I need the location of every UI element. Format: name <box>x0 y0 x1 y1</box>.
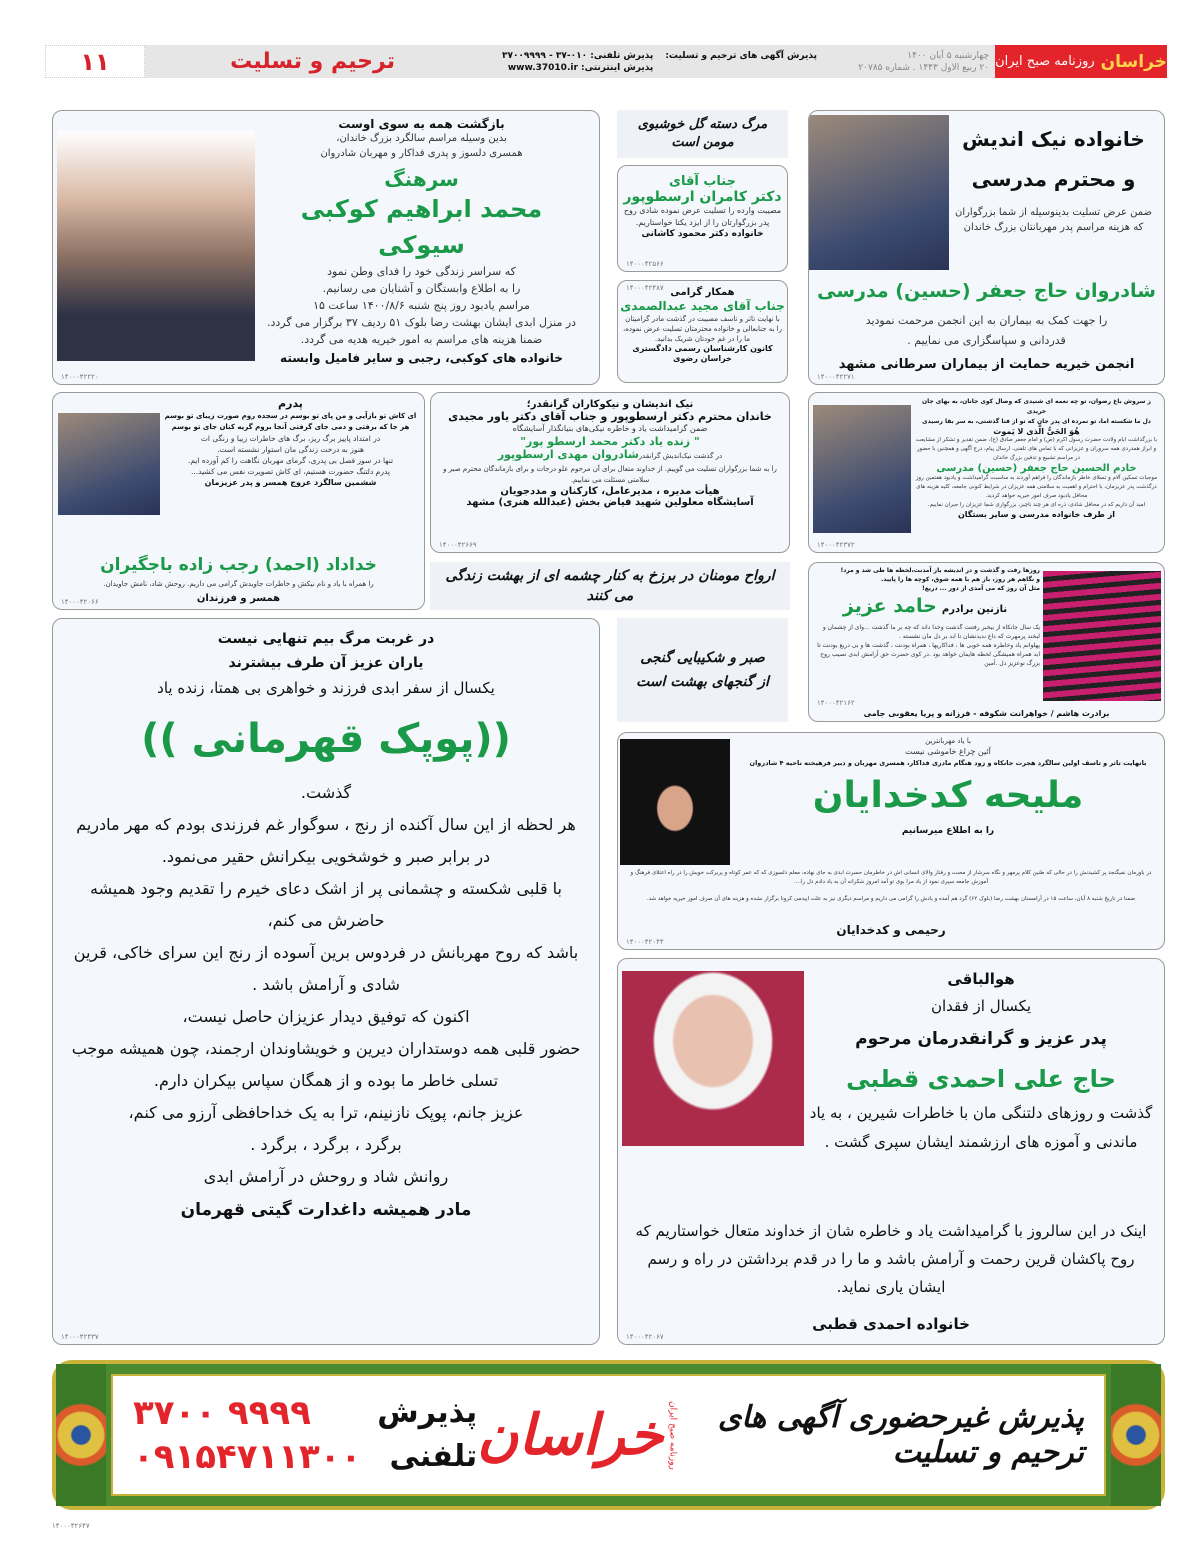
brand-sub: روزنامه صبح ایران <box>995 54 1095 69</box>
ad-code: ۱۴۰۰۰۴۲۳۷۲ <box>817 541 855 549</box>
title-line: جناب آقای <box>669 174 736 189</box>
title-line: و محترم مدرسی <box>971 167 1136 191</box>
portrait-photo <box>622 971 804 1146</box>
title-line: بازگشت همه به سوی اوست <box>338 117 505 131</box>
text-paragraph: گذشت و روزهای دلتنگی مان با خاطرات شیرین ، به یاد ماندنی و آموزه های ارزشمند ایشان سپری گشت . <box>809 1104 1153 1151</box>
quote-text: مرگ دسته گل خوشبوی مومن است <box>637 117 768 150</box>
text-line: امید آن داریم که در محافل شادی، ذره ای هر چند ناچیز، بزرگواری شما عزیزان را جبران نماییم. <box>927 502 1146 508</box>
signature: هیأت مدیره ، مدیرعامل، کارکنان و مددجویان <box>500 486 720 497</box>
text-line: را همراه با یاد و نام نیکش و خاطرات جاویدش گرامی می داریم. روحش شاد، نامش جاویدان. <box>103 580 374 588</box>
text-line: پدر بزرگوارتان را از ایزد یکتا خواستاریم. <box>635 218 770 227</box>
text-line: در گذشت نیک‌اندیش گرانقدر <box>638 452 723 460</box>
text-line: که هزینه مراسم پدر مهربانتان بزرگ خاندان <box>963 222 1144 233</box>
poem-line: ز سروش باغ رضوان، تو چه نغمه ای شنیدی که وصال کوی جانان، به بهای جان خریدی <box>921 398 1151 415</box>
signature: رحیمی و کدخدایان <box>836 923 946 937</box>
phone-number: ۳۷۰۰ ۹۹۹۹ <box>133 1393 311 1433</box>
text-line: پهلوانم یاد وخاطره همه خوبی ها ، فداکاریها ، همراه بودنت ، گذشت ها و بی دریغ بودنت تا ابد همراه همیشگی لحظه هایمان خواهد بود .در کوی حضرت حق آرامش ابدی نصیب روح بزرگ توعزیز دل .آمین <box>817 642 1040 667</box>
ad-code: ۱۴۰۰۰۴۲۵۶۶ <box>626 260 664 268</box>
ad-kadkhodayan-anniversary <box>617 732 1165 950</box>
mobile-number: ۰۹۱۵۴۷۱۱۳۰۰ <box>133 1437 362 1477</box>
text-line: نیک اندیشان و نیکوکاران گرانقدر؛ <box>526 399 694 410</box>
ad-hamed-anniversary <box>808 562 1165 722</box>
page-header <box>45 45 1167 78</box>
ad-code: ۱۴۰۰۰۴۲۲۷۱ <box>817 373 855 381</box>
quote-banner <box>617 618 788 722</box>
text-line: مصیبت وارده را تسلیت عرض نموده شادی روح <box>623 206 782 215</box>
brand-name: خراسان <box>1100 51 1167 72</box>
text-line: هوالباقی <box>947 970 1015 988</box>
issue-number: ۲۰ ربیع الاول ۱۴۴۳ . شماره ۲۰۷۸۵ <box>858 63 989 73</box>
text-line: ضمن عرض تسلیت بدینوسیله از شما بزرگواران <box>954 207 1153 218</box>
text-line: ضمنا هزینه های مراسم به امور خیریه هدیه می گردد. <box>300 333 543 346</box>
title-line: پدرم <box>278 397 303 410</box>
text-line: در باورمان نمیگنجد پر کشیدنش را در حالی که طنین کلام پرمهر و نگاه سرشار از محبت و رفتار والای انسانی اش در خاطرمان حسرت ابدی به جای نهاده، معلم دلسوزی که که عمر کوتاه و پربرکت خویش را در راه اعتلای فرهنگ و آموزش جامعه سپری نمود از یاد مرا بوی تو آمد امروز شکرانه آن به یاد دادم دل را.... <box>630 870 1152 885</box>
info-label: پذیرش آگهی های ترحیم و تسلیت: <box>665 51 817 61</box>
text-line: در امتداد پاییز برگ ریز، برگ های خاطرات زیبا و رنگی ات <box>200 434 381 443</box>
rank: سرهنگ <box>384 167 459 191</box>
text-paragraph: روانش شاد و روحش در آرامش ابدی <box>203 1167 449 1186</box>
deceased-name: شادروان حاج جعفر (حسین) مدرسی <box>817 280 1156 302</box>
deceased-name: حامد عزیز <box>842 595 937 617</box>
recipient-name: جناب آقای مجید عبدالصمدی <box>620 299 785 313</box>
ad-code: ۱۴۰۰۰۴۲۰۶۶ <box>61 598 99 606</box>
brand-sub: روزنامه صبح ایران <box>667 1400 678 1470</box>
banner-label: تلفنی <box>389 1439 478 1474</box>
text-line: قدردانی و سپاسگزاری می نماییم . <box>907 334 1066 347</box>
text-paragraph: اکنون که توفیق دیدار عزیزان حاصل نیست، <box>182 1007 470 1026</box>
contact-info <box>502 50 817 74</box>
ad-bajgiran-anniversary <box>52 392 425 610</box>
ad-madresi-thanks <box>808 110 1165 385</box>
signature: از طرف خانواده مدرسی و سایر بستگان <box>957 510 1116 519</box>
quote-text: از گنجهای بهشت است <box>636 674 769 690</box>
text-line: آئین چراغ خاموشی نیست <box>905 747 991 756</box>
signature: آسایشگاه معلولین شهید فیاض بخش (عبدالله هنری) مشهد <box>466 497 754 508</box>
text-line: یک سال جانکاه از بیخبر رفتنت گذشت وخدا داند که چه بر ما گذشت ...وای از چشمان و لبخند پرمهرت که داغ ندیدنشان تا ابد بر دل مان نشسته . <box>822 624 1040 640</box>
khorasan-banner <box>52 1360 1165 1510</box>
newspaper-logo <box>995 45 1167 78</box>
ad-madresi-seventh-day <box>808 392 1165 553</box>
ad-ghotbi-anniversary <box>617 958 1165 1345</box>
text-line: را به اطلاع وابستگان و آشنایان می رسانیم. <box>322 282 521 295</box>
text-line: ضمنا در تاریخ شنبه ۸ آبان، ساعت ۱۵ در آرامستان بهشت رضا (بلوک ۶۲) گرد هم آمده و یادش را گرامی می داریم و مراسم دیگری نیز به علت اپیدمی کرونا برگزار نشده و هزینه های آن صرف امور خیریه خواهد شد. <box>646 896 1136 902</box>
founder-name: " زنده یاد دکتر محمد ارسطو پور" <box>520 435 700 448</box>
text-line: با نهایت تاثر و تاسف مصیبت در گذشت مادر گرامیتان <box>625 315 780 323</box>
deceased-name: ملیحه کدخدایان <box>812 775 1084 816</box>
text-line: را به اطلاع میرسانیم <box>901 826 995 836</box>
title-line: همکار گرامی <box>670 287 735 298</box>
ad-ghahremani-anniversary <box>52 618 600 1345</box>
quote-text: ارواح مومنان در برزخ به کنار چشمه ای از بهشت زندگی می کنند <box>445 568 775 604</box>
text-line: موجبات تسکین آلام و تسلای خاطر بازماندگان را فراهم آوردند به مناسبت گرامیداشت و یادبود هفتمین روز درگذشت پدر عزیزمان، با احترام و اهمیت به سلامتی همه عزیزان در شرایط کنونی جامعه، کلیه هزینه های محافل یادبود صرف امور خیریه خواهد کردید. <box>915 475 1158 499</box>
text-line: خاندان محترم دکتر ارسطوپور و جناب آقای دکتر یاور مجیدی <box>448 410 772 423</box>
signature: خانواده احمدی قطبی <box>812 1315 970 1333</box>
poem-line: مثل آن روز که می آمدی از دور ... دریغ! <box>921 585 1040 592</box>
text-paragraph: برگرد ، برگرد ، برگرد . <box>250 1135 402 1154</box>
text-line: پدرم دلتنگ حضورت هستیم، ای کاش تصویرت نفس می کشید... <box>191 467 390 476</box>
section-title: ترحیم و تسلیت <box>230 49 395 74</box>
text-line: را جهت کمک به بیماران به این انجمن مرحمت نمودید <box>865 314 1108 327</box>
quote-text: صبر و شکیبایی گنجی <box>640 650 765 666</box>
text-line: را به جنابعالی و خانواده محترمتان تسلیت عرض نموده، <box>623 325 782 333</box>
text-paragraph: باشد که روح مهربانش در فردوس برین آسوده از رنج این سرای خاکی، قرین شادی و آرامش باشد . <box>73 943 579 994</box>
deceased-name: حاج علی احمدی قطبی <box>846 1065 1116 1093</box>
text-line: بدین وسیله مراسم سالگرد بزرگ خاندان، <box>336 133 507 144</box>
text-paragraph: حضور قلبی همه دوستداران دیرین و خویشاوندان ارجمند، چون همیشه موجب تسلی خاطر ما بوده و از همگان سپاس بیکران دارم. <box>71 1039 581 1090</box>
text-line: در منزل ابدی ایشان بهشت رضا بلوک ۵۱ ردیف ۳۷ برگزار می گردد. <box>266 316 577 329</box>
ad-asayeshgah-condolence <box>430 392 790 553</box>
ad-code: ۱۴۰۰۰۴۲۰۴۴ <box>626 938 664 946</box>
text-line: ما را در غم خودتان شریک بدانید. <box>654 335 751 343</box>
deceased-name: ((پوپک قهرمانی )) <box>141 716 511 762</box>
signature: انجمن خیریه حمایت از بیماران سرطانی مشهد <box>838 357 1135 372</box>
banner-label: پذیرش <box>377 1395 478 1430</box>
signature: خانواده دکتر محمود کاشانی <box>641 229 764 239</box>
web-line: پذیرش اینترنتی: www.37010.ir <box>507 63 654 73</box>
portrait-photo <box>57 131 255 361</box>
text-line: که سراسر زندگی خود را فدای وطن نمود <box>327 265 516 278</box>
portrait-photo <box>58 413 160 515</box>
ornament-right <box>1111 1364 1161 1506</box>
ad-code: ۱۴۰۰۰۴۲۱۶۲ <box>817 699 855 707</box>
recipient-name: دکتر کامران ارسطوپور <box>623 189 782 205</box>
page-number: ۱۱ <box>45 45 145 78</box>
text-paragraph: گذشت. <box>300 783 352 802</box>
text-line: را به شما بزرگواران تسلیت می گوییم. از خداوند متعال برای آن مرحوم علو درجات و برای بازماندگان محترم صبر و سلامتی مسئلت می نماییم. <box>443 465 777 484</box>
text-line: یکسال از سفر ابدی فرزند و خواهری بی همتا، زنده یاد <box>157 679 495 697</box>
portrait-photo <box>1043 571 1161 701</box>
poem-line: روزها رفت و گذشت و در اندیشه باز آمدنت،لحظه ها طی شد و مرد! <box>840 567 1040 574</box>
ad-koukabi-anniversary <box>52 110 600 385</box>
text-line: پدر عزیز و گرانقدرمان مرحوم <box>855 1029 1107 1049</box>
poem-line: یاران عزیز آن طرف بیشترند <box>228 655 424 671</box>
text-line: هنوز به درخت زندگی مان استوار نشسته است. <box>217 445 364 454</box>
ad-code: ۱۴۰۰۰۴۲۰۶۷ <box>626 1333 664 1341</box>
signature: برادرت هاشم / خواهرانت شکوفه - فرزانه و پریا یعقوبی جامی <box>863 709 1110 718</box>
poem-line: و نگاهم هر روز، باز هم با همه شوق، کوچه ها را پایید. <box>880 576 1040 583</box>
ad-arastou-condolence <box>617 165 788 272</box>
ad-code: ۱۴۰۰۰۴۲۶۶۹ <box>439 541 477 549</box>
text-line: تنها در سوز فصل بی پدری، گرمای مهربان نگاهت را کم آورده ایم. <box>187 456 394 465</box>
portrait-photo <box>809 115 949 270</box>
ad-title <box>951 119 1156 199</box>
poem-line: ای کاش تو بازآیی و من پای تو بوسم در سجده روم صورت زیبای تو بوسم <box>164 412 417 420</box>
signature: کانون کارشناسان رسمی دادگستری خراسان رضوی <box>632 344 773 363</box>
deceased-name: محمد ابراهیم کوکبی سیوکی <box>300 195 543 259</box>
text-line: مراسم یادبود روز پنج شنبه ۱۴۰۰/۸/۶ ساعت ۱۵ <box>313 299 530 312</box>
date-line: چهارشنبه ۵ آبان ۱۴۰۰ <box>907 51 989 61</box>
ad-code: ۱۴۰۰۰۴۲۴۳۷ <box>61 1333 99 1341</box>
quote-banner <box>430 562 790 610</box>
title-line: خانواده نیک اندیش <box>962 127 1145 151</box>
text-line: یکسال از فقدان <box>930 997 1032 1015</box>
text-line: با بزرگداشت ایام ولادت حضرت رسول اکرم (ص) و امام جعفر صادق (ع)، ضمن تقدیر و تشکر از مشایعت و ابراز همدردی همه سروران و عزیزانی که با تماس های تلفنی، ارسال پیام، درج آگهی و همچنین با حضور در مراسم تشییع و تدفین بزرگ خاندان <box>915 437 1158 461</box>
quote-banner <box>617 110 788 158</box>
ad-code: ۱۴۰۰۰۴۲۴۸۷ <box>626 284 664 292</box>
deceased-name: شادروان مهدی ارسطوپور <box>497 448 639 461</box>
phone-line: پذیرش تلفنی: ۰۱۰-۳۷ - ۳۷۰۰۹۹۹۹ <box>501 51 654 61</box>
text-paragraph: هر لحظه از این سال آکنده از رنج ، سوگوار غم فرزندی بودم که مهر مادریم در برابر صبر و خوشخویی بیکرانش حقیر می‌نمود. <box>76 815 576 866</box>
title-line: نازنین برادرم <box>941 604 1008 615</box>
ornament-left <box>56 1364 106 1506</box>
poem-line: در غربت مرگ بیم تنهایی نیست <box>217 631 435 647</box>
text-paragraph: با قلبی شکسته و چشمانی پر از اشک دعای خیرم را تقدیم وجود همیشه حاضرش می کنم، <box>89 879 563 930</box>
deceased-name: خادم الحسین حاج جعفر (حسین) مدرسی <box>936 463 1137 474</box>
portrait-photo <box>620 739 730 865</box>
portrait-photo <box>813 405 911 533</box>
banner-text: پذیرش غیرحضوری آگهی های ترحیم و تسلیت <box>717 1400 1084 1470</box>
text-paragraph: اینک در این سالروز با گرامیداشت یاد و خاطره شان از خداوند متعال خواستاریم که روح پاکشان قرین رحمت و آرامش باشد و ما را در قدم برداشتن در راه و رسم ایشان یاری نماید. <box>635 1222 1147 1296</box>
text-line: با یاد مهربانترین <box>925 737 971 745</box>
text-line: همسری دلسوز و پدری فداکار و مهربان شادروان <box>320 148 523 159</box>
text-line: بانهایت تاثر و تاسف اولین سالگرد هجرت جانکاه و زود هنگام مادری فداکار، همسری مهربان و دبیر فرهیخته ناحیه ۴ شادروان <box>749 759 1147 767</box>
ad-code: ۱۴۰۰۰۴۲۶۴۷ <box>52 1522 90 1530</box>
issue-date <box>858 50 989 74</box>
signature: مادر همیشه داغدارت گیتی قهرمان <box>180 1200 472 1220</box>
text-line: ضمن گرامیداشت یاد و خاطره نیکی‌های بنیانگذار آسایشگاه <box>512 424 708 433</box>
text-line: ششمین سالگرد عروج همسر و پدر عزیزمان <box>204 478 377 487</box>
poem-line: هر جا که برفتی و دمی جای گرفتی آنجا بروم گریه کنان جای تو بوسم <box>171 423 410 431</box>
text-paragraph: عزیز جانم، پوپک نازنینم، ترا به یک خداحافظی آرزو می کنم، <box>128 1103 524 1122</box>
ad-code: ۱۴۰۰۰۴۲۲۲۰ <box>61 373 99 381</box>
brand-logo: خراسان <box>477 1402 664 1468</box>
verse: هُوَ الحَیُّ الَّذی لا یَموت <box>993 427 1080 436</box>
deceased-name: خداداد (احمد) رجب زاده باجگیران <box>100 555 377 575</box>
ad-abdolsamadi-condolence <box>617 280 788 383</box>
signature: خانواده های کوکبی، رجبی و سایر فامیل وابسته <box>280 351 563 365</box>
signature: همسر و فرزندان <box>196 593 281 604</box>
poem-line: دل ما شکسته اما، تو نمرده ای پدر جان که تو از فنا گذشتی، به سر بقا رسیدی <box>922 418 1151 425</box>
